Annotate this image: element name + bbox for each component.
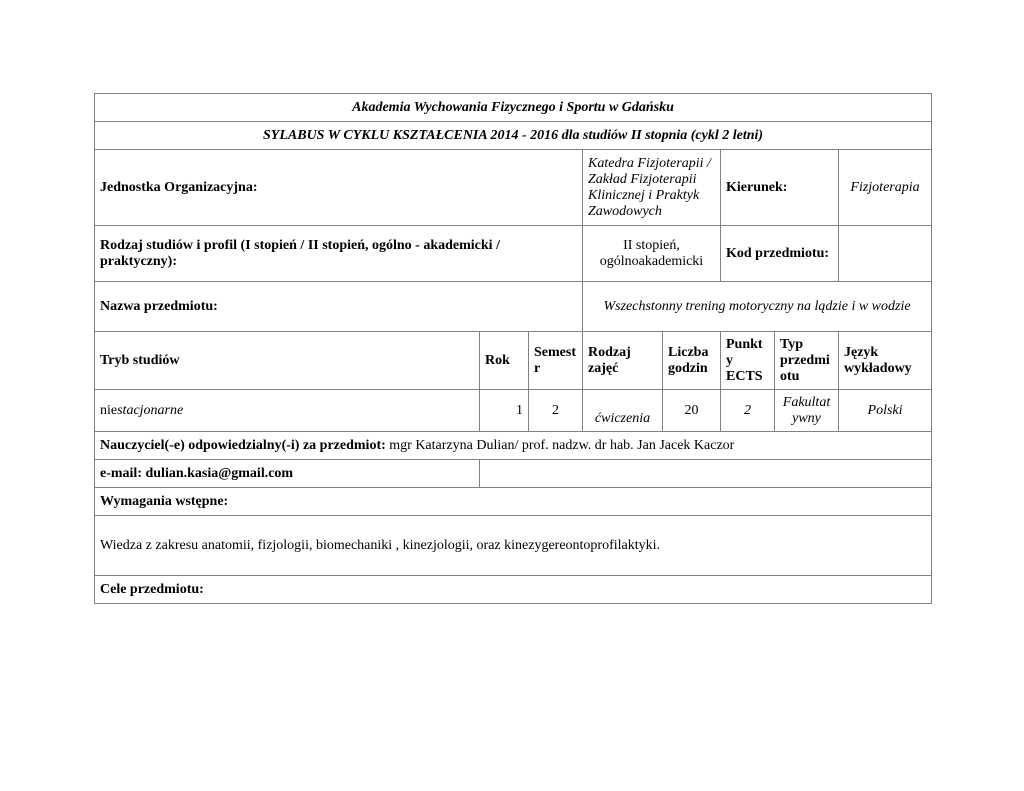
header-year: Rok <box>480 332 529 390</box>
teacher-value: mgr Katarzyna Dulian/ prof. nadzw. dr hab. Jan Jacek Kaczor <box>385 437 735 453</box>
requirements-value: Wiedza z zakresu anatomii, fizjologii, biomechaniki , kinezjologii, oraz kinezygereontoprofilaktyki. <box>95 516 932 576</box>
cell-class-type: ćwiczenia <box>583 390 663 432</box>
study-type-row <box>95 226 932 282</box>
cell-language: Polski <box>839 390 932 432</box>
subject-label: Nazwa przedmiotu: <box>95 282 583 332</box>
header-language: Język wykładowy <box>839 332 932 390</box>
syllabus-table <box>94 93 932 604</box>
subject-code-value <box>839 226 932 282</box>
course-header-row <box>95 332 932 390</box>
requirements-label-row <box>95 488 932 516</box>
unit-label: Jednostka Organizacyjna: <box>95 150 583 226</box>
header-semester: Semest r <box>529 332 583 390</box>
study-type-value: II stopień, ogólnoakademicki <box>583 226 721 282</box>
email-text: e-mail: dulian.kasia@gmail.com <box>95 460 480 488</box>
subject-code-label: Kod przedmiotu: <box>721 226 839 282</box>
direction-label: Kierunek: <box>721 150 839 226</box>
syllabus-title: SYLABUS W CYKLU KSZTAŁCENIA 2014 - 2016 dla studiów II stopnia (cykl 2 letni) <box>95 122 932 150</box>
header-class-type: Rodzaj zajęć <box>583 332 663 390</box>
header-mode: Tryb studiów <box>95 332 480 390</box>
syllabus-title-row <box>95 122 932 150</box>
course-data-row <box>95 390 932 432</box>
unit-value: Katedra Fizjoterapii / Zakład Fizjoterapii Klinicznej i Praktyk Zawodowych <box>583 150 721 226</box>
header-subject-type: Typ przedmi otu <box>775 332 839 390</box>
cell-semester: 2 <box>529 390 583 432</box>
subject-value: Wszechstonny trening motoryczny na lądzie i w wodzie <box>583 282 932 332</box>
goals-row <box>95 576 932 604</box>
requirements-value-row <box>95 516 932 576</box>
header-hours: Liczba godzin <box>663 332 721 390</box>
cell-ects: 2 <box>721 390 775 432</box>
cell-subject-type: Fakultat ywny <box>775 390 839 432</box>
mode-suffix: stacjonarne <box>117 402 184 418</box>
study-type-label: Rodzaj studiów i profil (I stopień / II stopień, ogólno - akademicki / praktyczny): <box>95 226 583 282</box>
email-row <box>95 460 932 488</box>
teacher-cell <box>95 432 932 460</box>
goals-label: Cele przedmiotu: <box>95 576 932 604</box>
direction-value: Fizjoterapia <box>839 150 932 226</box>
unit-row <box>95 150 932 226</box>
teacher-label: Nauczyciel(-e) odpowiedzialny(-i) za przedmiot: <box>100 437 386 453</box>
mode-prefix: nie <box>100 402 118 418</box>
requirements-label: Wymagania wstępne: <box>95 488 932 516</box>
teacher-row <box>95 432 932 460</box>
cell-mode <box>95 390 480 432</box>
institution-name: Akademia Wychowania Fizycznego i Sportu w Gdańsku <box>95 94 932 122</box>
institution-row <box>95 94 932 122</box>
header-ects: Punkt y ECTS <box>721 332 775 390</box>
cell-hours: 20 <box>663 390 721 432</box>
email-value <box>480 460 932 488</box>
subject-row <box>95 282 932 332</box>
cell-year: 1 <box>480 390 529 432</box>
